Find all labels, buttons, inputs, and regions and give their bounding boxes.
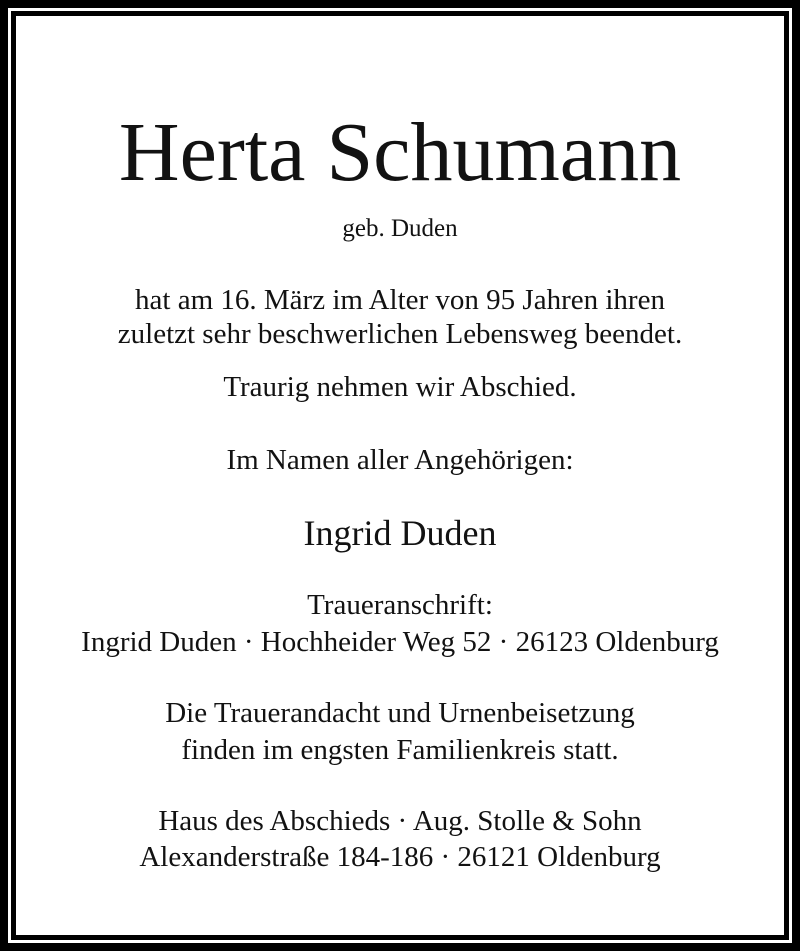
condolence-address: Ingrid Duden · Hochheider Weg 52 · 26123 Oldenburg (81, 626, 719, 658)
signature-name: Ingrid Duden (303, 513, 497, 553)
announcement-line-1: hat am 16. März im Alter von 95 Jahren ihren (135, 284, 665, 316)
deceased-name: Herta Schumann (118, 106, 682, 199)
funeral-home-line-2: Alexanderstraße 184-186 · 26121 Oldenburg (139, 841, 661, 873)
condolence-address-label: Traueranschrift: (307, 589, 493, 621)
service-info-line-2: finden im engsten Familienkreis statt. (181, 734, 619, 766)
service-info-line-1: Die Trauerandacht und Urnenbeisetzung (165, 697, 635, 729)
maiden-name: geb. Duden (342, 215, 458, 242)
notice-content (16, 16, 784, 935)
announcement-line-2: zuletzt sehr beschwerlichen Lebensweg beendet. (117, 318, 683, 350)
funeral-home-line-1: Haus des Abschieds · Aug. Stolle & Sohn (158, 805, 642, 837)
farewell-line: Traurig nehmen wir Abschied. (223, 371, 577, 403)
on-behalf-line: Im Namen aller Angehörigen: (226, 444, 574, 476)
